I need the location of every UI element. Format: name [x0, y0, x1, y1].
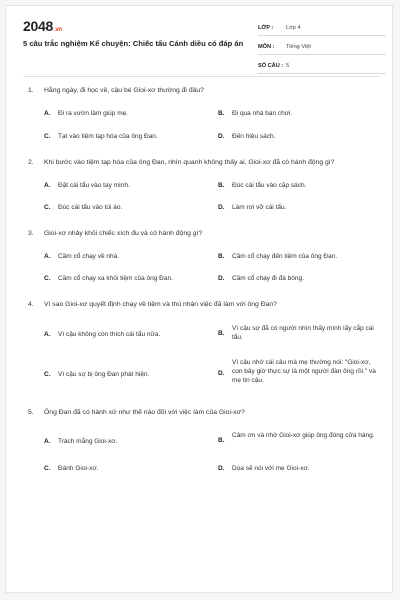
option-text: Đánh Gioi-xơ. [58, 465, 99, 472]
q4-option-a[interactable] [44, 330, 208, 339]
q2-option-d[interactable] [218, 203, 382, 212]
option-letter: D. [218, 133, 225, 140]
question-text: Hằng ngày, đi học về, cậu bé Gioi-xơ thường đi đâu? [44, 87, 204, 94]
option-letter: D. [218, 275, 225, 282]
q5-option-b[interactable] [218, 431, 382, 445]
q3-option-d[interactable] [218, 274, 382, 283]
option-text: Cầm cổ chạy xa khỏi tiệm của ông Đan. [58, 275, 173, 282]
meta-panel [258, 21, 386, 78]
q2-option-b[interactable] [218, 181, 382, 190]
option-letter: D. [218, 465, 225, 472]
q5-option-d[interactable] [218, 464, 382, 473]
option-text: Làm rơi vỡ cái tẩu. [232, 204, 287, 211]
option-letter: B. [218, 253, 225, 260]
question-number: 5. [28, 409, 34, 416]
meta-value: 5 [286, 63, 290, 69]
q4-option-b[interactable] [218, 324, 382, 342]
option-letter: D. [218, 370, 225, 377]
option-text: Cầm cổ chạy đi đá bóng. [232, 275, 304, 282]
option-text: Cầm cổ chạy đến tiệm của ông Đan. [232, 253, 338, 260]
q1-option-c[interactable] [44, 132, 208, 141]
option-letter: C. [44, 204, 51, 211]
option-text: Vì cậu sợ bị ông Đan phát hiện. [58, 371, 150, 378]
q5-option-a[interactable] [44, 437, 208, 446]
option-letter: C. [44, 465, 51, 472]
option-text: Vì cậu nhớ cái câu mà mẹ thường nói: "Gioi-xơ, con bây giờ thực sự là một người đàn ông rồi." và mẹ tin cậu. [232, 359, 376, 384]
worksheet-title: 5 câu trắc nghiệm Kể chuyện: Chiếc tẩu Cánh diều có đáp án [23, 39, 244, 48]
meta-row-subject [258, 40, 386, 55]
option-letter: D. [218, 204, 225, 211]
q4-option-d[interactable] [218, 358, 382, 385]
option-letter: C. [44, 133, 51, 140]
meta-value: Tiếng Việt [286, 44, 311, 50]
option-letter: B. [218, 437, 225, 444]
option-text: Đặt cái tẩu vào tay mình. [58, 182, 130, 189]
question-text: Gioi-xơ nhảy khỏi chiếc xích đu và có hành động gì? [44, 230, 203, 237]
question-number: 3. [28, 230, 34, 237]
question-text: Ông Đan đã có hành xử như thế nào đối với việc làm của Gioi-xơ? [44, 409, 245, 416]
option-text: Đúc cái tẩu vào cặp sách. [232, 182, 307, 189]
q1-option-a[interactable] [44, 109, 208, 118]
option-text: Tạt vào tiệm tạp hóa của ông Đan. [58, 133, 158, 140]
question-text: Vì sao Gioi-xơ quyết định chạy về tiệm và thú nhận việc đã làm với ông Đan? [44, 301, 277, 308]
option-letter: A. [44, 110, 51, 117]
q3-option-a[interactable] [44, 252, 208, 261]
option-text: Cầm cổ chạy về nhà. [58, 253, 120, 260]
q3-option-c[interactable] [44, 274, 208, 283]
header-divider [23, 76, 380, 77]
q4-option-c[interactable] [44, 370, 208, 379]
option-letter: B. [218, 182, 225, 189]
option-text: Trách mắng Gioi-xơ. [58, 438, 118, 445]
meta-label: MÔN : [258, 44, 275, 50]
site-logo[interactable] [23, 18, 62, 34]
option-letter: A. [44, 182, 51, 189]
meta-row-count [258, 59, 386, 74]
question-number: 4. [28, 301, 34, 308]
q2-option-a[interactable] [44, 181, 208, 190]
option-letter: C. [44, 371, 51, 378]
logo-text: 2048 [23, 18, 53, 34]
question-text: Khi bước vào tiệm tạp hóa của ông Đan, nhìn quanh không thấy ai, Gioi-xơ đã có hành động gì? [44, 159, 335, 166]
option-text: Vì cậu không còn thích cái tẩu nữa. [58, 331, 161, 338]
option-text: Đi ra vườn làm giúp mẹ. [58, 110, 129, 117]
option-letter: B. [218, 110, 225, 117]
option-text: Cảm ơn và nhờ Gioi-xơ giúp ông đóng cửa hàng. [232, 432, 375, 439]
question-number: 1. [28, 87, 34, 94]
meta-row-class [258, 21, 386, 36]
option-text: Vì cậu sợ đã có người nhìn thấy mình lấy cắp cái tẩu. [232, 325, 374, 341]
option-text: Dọa sẽ nói với mẹ Gioi-xơ. [232, 465, 310, 472]
meta-label: SỐ CÂU : [258, 63, 284, 69]
worksheet-page [5, 5, 393, 593]
option-text: Đến hiệu sách. [232, 133, 276, 140]
question-number: 2. [28, 159, 34, 166]
meta-value: Lớp 4 [286, 25, 301, 31]
q2-option-c[interactable] [44, 203, 208, 212]
q3-option-b[interactable] [218, 252, 382, 261]
q1-option-b[interactable] [218, 109, 382, 118]
q5-option-c[interactable] [44, 464, 208, 473]
option-letter: C. [44, 275, 51, 282]
option-letter: A. [44, 253, 51, 260]
option-letter: B. [218, 330, 225, 337]
option-letter: A. [44, 331, 51, 338]
option-letter: A. [44, 438, 51, 445]
logo-suffix: .vn [53, 27, 62, 33]
q1-option-d[interactable] [218, 132, 382, 141]
meta-label: LỚP : [258, 25, 274, 31]
option-text: Đi qua nhà bạn chơi. [232, 110, 293, 117]
option-text: Đúc cái tẩu vào túi áo. [58, 204, 123, 211]
